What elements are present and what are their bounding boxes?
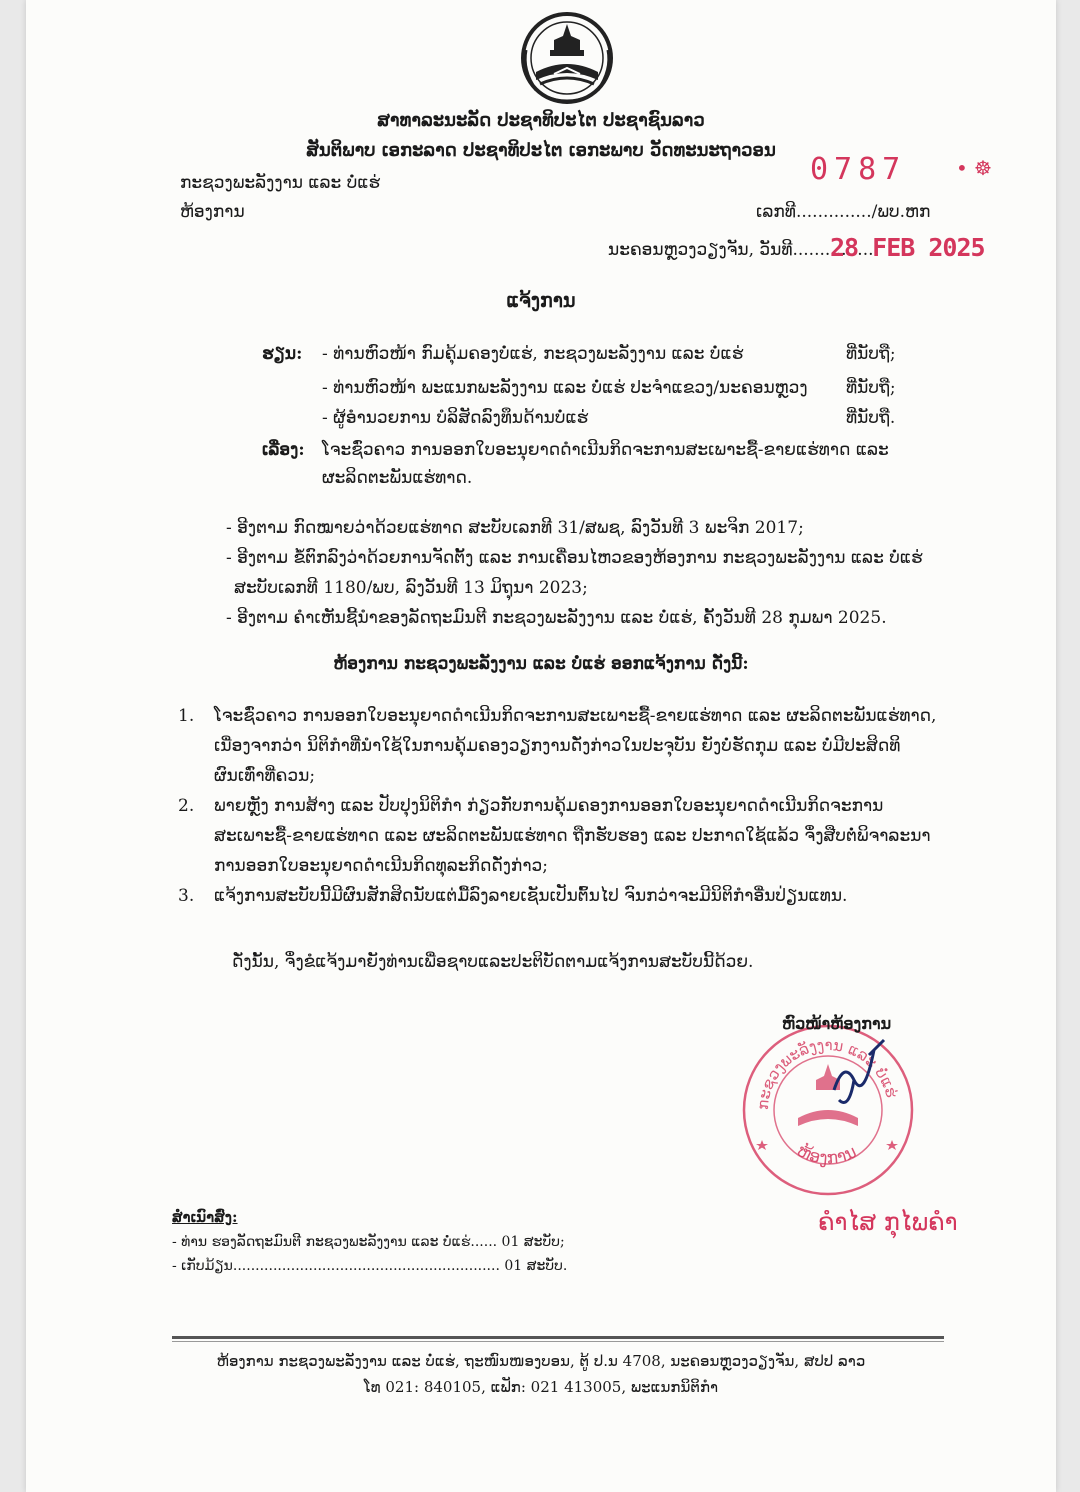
closing-sentence: ດັ່ງນັ້ນ, ຈຶ່ງຂໍແຈ້ງມາຍັງທ່ານເພື່ອຊາບແລະປະຕິບັດຕາມແຈ້ງການສະບັບນີ້ດ້ວຍ.	[232, 952, 754, 972]
item-text: ຜົນເທົ່າທີ່ຄວນ;	[214, 766, 316, 786]
national-emblem-icon	[514, 10, 620, 106]
item-text: ພາຍຫຼັງ ການສ້າງ ແລະ ປັບປຸງນິຕິກຳ ກ່ຽວກັບການຄຸ້ມຄອງການອອກໃບອະນຸຍາດດຳເນີນກິດຈະການ	[214, 796, 884, 816]
footer-divider	[172, 1336, 944, 1339]
reference-line: - ອີງຕາມ ຂໍ້ຕົກລົງວ່າດ້ວຍການຈັດຕັ້ງ ແລະ ການເຄື່ອນໄຫວຂອງຫ້ອງການ ກະຊວງພະລັງງານ ແລະ ບໍ່ແຮ່	[226, 548, 923, 568]
subject-text: ຜະລິດຕະພັນແຮ່ທາດ.	[322, 468, 473, 488]
document-page	[26, 0, 1056, 1492]
subject-text: ໂຈະຊົ່ວຄາວ ການອອກໃບອະນຸຍາດດຳເນີນກິດຈະການສະເພາະຊື້-ຂາຍແຮ່ທາດ ແລະ	[322, 440, 889, 460]
item-number: 2.	[178, 796, 195, 816]
place-date: ນະຄອນຫຼວງວຽງຈັນ, ວັນທີ...............	[608, 240, 874, 260]
recipient-line: - ທ່ານຫົວໜ້າ ກົມຄຸ້ມຄອງບໍ່ແຮ່, ກະຊວງພະລັງງານ ແລະ ບໍ່ແຮ່	[322, 344, 744, 364]
footer-contact: ໂທ 021: 840105, ແຟັກ: 021 413005, ພະແນກນິຕິກຳ	[363, 1378, 719, 1396]
handwritten-signature-icon	[814, 1030, 894, 1120]
cc-label: ສຳເນົາສົ່ງ:	[172, 1208, 238, 1226]
stamp-date: 28 FEB 2025	[830, 233, 985, 262]
item-number: 1.	[178, 706, 195, 726]
recipient-salutation: ທີ່ນັບຖື;	[846, 344, 896, 364]
seal-bottom-text: ຫ້ອງການ	[793, 1140, 860, 1169]
national-motto: ສັນຕິພາບ ເອກະລາດ ປະຊາທິປະໄຕ ເອກະພາບ ວັດທະນະຖາວອນ	[306, 140, 776, 161]
signatory-title: ຫົວໜ້າຫ້ອງການ	[782, 1014, 892, 1033]
ministry-name: ກະຊວງພະລັງງານ ແລະ ບໍ່ແຮ່	[180, 173, 381, 193]
reference-line: ສະບັບເລກທີ 1180/ພບ, ລົງວັນທີ 13 ມິຖຸນາ 2023;	[234, 578, 588, 598]
announcement-heading: ຫ້ອງການ ກະຊວງພະລັງງານ ແລະ ບໍ່ແຮ່ ອອກແຈ້ງການ ດັ່ງນີ້:	[333, 654, 749, 674]
item-text: ສະເພາະຊື້-ຂາຍແຮ່ທາດ ແລະ ຜະລິດຕະພັນແຮ່ທາດ ຖືກຮັບຮອງ ແລະ ປະກາດໃຊ້ແລ້ວ ຈຶ່ງສືບຕໍ່ພິຈາລະນາ	[214, 826, 931, 846]
recipient-line: - ທ່ານຫົວໜ້າ ພະແນກພະລັງງານ ແລະ ບໍ່ແຮ່ ປະຈຳແຂວງ/ນະຄອນຫຼວງ	[322, 378, 808, 398]
cc-item: - ເກັບມ້ຽນ............................................................ 01 ສະບັບ.	[172, 1258, 568, 1274]
footer-divider	[172, 1341, 944, 1342]
subject-label: ເລື່ອງ:	[262, 440, 305, 460]
signer-name: ຄຳໄສ ກຸໄພຄຳ	[818, 1208, 958, 1236]
seal-top-text: ກະຊວງພະລັງງານ ແລະ ບໍ່ແຮ່	[753, 1035, 901, 1111]
svg-text:ຫ້ອງການ	[793, 1140, 859, 1169]
document-title: ແຈ້ງການ	[506, 290, 576, 312]
footer-address: ຫ້ອງການ ກະຊວງພະລັງງານ ແລະ ບໍ່ແຮ່, ຖະໜົນໜອງບອນ, ຕູ້ ປ.ນ 4708, ນະຄອນຫຼວງວຽງຈັນ, ສປປ ລາວ	[216, 1352, 866, 1370]
recipient-salutation: ທີ່ນັບຖື;	[846, 378, 896, 398]
recipients-label: ຮຽນ:	[262, 344, 303, 364]
item-text: ເນື່ອງຈາກວ່າ ນິຕິກຳທີ່ນຳໃຊ້ໃນການຄຸ້ມຄອງວຽກງານດັ່ງກ່າວໃນປະຈຸບັນ ຍັງບໍ່ຮັດກຸມ ແລະ ບໍ່ມີປະສິດທິ	[214, 736, 901, 756]
recipient-salutation: ທີ່ນັບຖື.	[846, 408, 896, 428]
stamp-mark: • ☸	[956, 156, 993, 180]
reference-line: - ອີງຕາມ ຄຳເຫັນຊີ້ນຳຂອງລັດຖະມົນຕີ ກະຊວງພະລັງງານ ແລະ ບໍ່ແຮ່, ຄັ້ງວັນທີ 28 ກຸມພາ 2025.	[226, 608, 887, 628]
country-name: ສາທາລະນະລັດ ປະຊາທິປະໄຕ ປະຊາຊົນລາວ	[377, 110, 705, 131]
office-name: ຫ້ອງການ	[180, 202, 245, 222]
item-text: ການອອກໃບອະນຸຍາດດຳເນີນກິດທຸລະກິດດັ່ງກ່າວ;	[214, 856, 548, 876]
item-text: ໂຈະຊົ່ວຄາວ ການອອກໃບອະນຸຍາດດຳເນີນກິດຈະການສະເພາະຊື້-ຂາຍແຮ່ທາດ ແລະ ຜະລິດຕະພັນແຮ່ທາດ,	[214, 706, 937, 726]
reference-line: - ອີງຕາມ ກົດໝາຍວ່າດ້ວຍແຮ່ທາດ ສະບັບເລກທີ 31/ສພຊ, ລົງວັນທີ 3 ພະຈິກ 2017;	[226, 518, 804, 538]
stamp-number: 0787	[810, 152, 907, 187]
recipient-line: - ຜູ້ອຳນວຍການ ບໍລິສັດລົງທຶນດ້ານບໍ່ແຮ່	[322, 408, 589, 428]
item-text: ແຈ້ງການສະບັບນີ້ມີຜົນສັກສິດນັບແຕ່ມື້ລົງລາຍເຊັນເປັນຕົ້ນໄປ ຈົນກວ່າຈະມີນິຕິກຳອື່ນປ່ຽນແທນ.	[214, 886, 848, 906]
document-number: ເລກທີ............../ພບ.ຫກ	[756, 202, 931, 222]
cc-item: - ທ່ານ ຮອງລັດຖະມົນຕີ ກະຊວງພະລັງງານ ແລະ ບໍ່ແຮ່...... 01 ສະບັບ;	[172, 1234, 565, 1250]
item-number: 3.	[178, 886, 195, 906]
